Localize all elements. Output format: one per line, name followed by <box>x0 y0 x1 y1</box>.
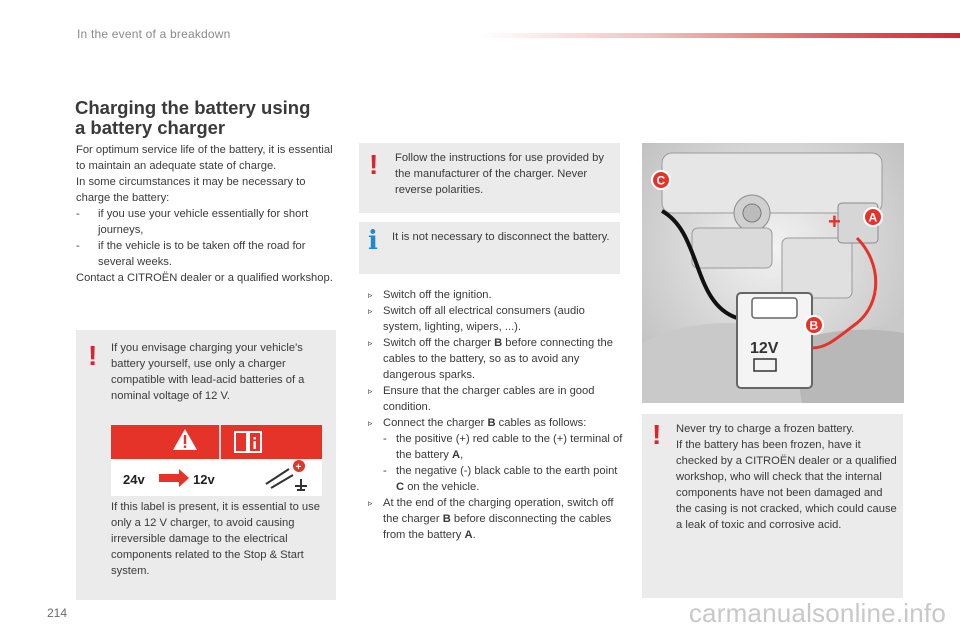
intro-paragraph-2: In some circumstances it may be necessary to charge the battery: <box>76 176 306 204</box>
intro-bullet <box>76 206 338 238</box>
charger-voltage: 12V <box>750 340 779 357</box>
warning-frozen-line-1: Never try to charge a frozen battery. <box>676 423 855 435</box>
intro-text <box>76 142 338 286</box>
bullet-arrow-icon: ▹ <box>368 418 373 428</box>
info-icon: i <box>368 226 378 256</box>
clamp-icon <box>266 460 307 491</box>
step-item <box>368 415 624 495</box>
dash-icon: - <box>76 240 80 252</box>
page-number: 214 <box>47 606 68 620</box>
label-note-text: If this label is present, it is essential to use only a 12 V charger, to avoid causing irreversible damage to the electrical components related to the Stop & Start system. <box>111 501 320 577</box>
step-item <box>368 383 624 415</box>
step-text: Connect the charger B cables as follows: - the positive (+) red cable to the (+) terminal of the battery A, - the negative (-) black cable to the earth point C on the vehicle. <box>383 417 623 493</box>
svg-text:+: + <box>295 462 302 473</box>
title-line-1: Charging the battery using <box>75 97 311 118</box>
plus-sign: + <box>828 209 841 234</box>
label-a <box>864 208 882 226</box>
page-title <box>75 98 345 138</box>
intro-paragraph-1: For optimum service life of the battery, it is essential to maintain an adequate state of charge. <box>76 144 333 172</box>
dash-icon: - <box>76 208 80 220</box>
to-voltage: 12v <box>193 472 215 487</box>
intro-bullet-text: if the vehicle is to be taken off the road for several weeks. <box>98 240 306 268</box>
label-b <box>805 316 823 334</box>
warning-text-frozen <box>676 421 901 533</box>
section-title: In the event of a breakdown <box>77 27 231 41</box>
label-c <box>652 171 670 189</box>
step-item <box>368 287 624 303</box>
warning-text-polarities: Follow the instructions for use provided by the manufacturer of the charger. Never reverse polarities. <box>395 152 604 196</box>
manual-info-icon <box>235 432 261 452</box>
sub-step: - the positive (+) red cable to the (+) terminal of the battery A, <box>383 433 623 461</box>
step-text: Ensure that the charger cables are in good condition. <box>383 385 595 413</box>
step-text: At the end of the charging operation, switch off the charger B before disconnecting the cables from the battery A. <box>383 497 614 541</box>
exclamation-icon: ! <box>369 149 379 180</box>
bullet-arrow-icon: ▹ <box>368 386 373 396</box>
from-voltage: 24v <box>123 472 145 487</box>
step-text: Switch off the charger B before connecting the cables to the battery, so as to avoid any dangerous sparks. <box>383 337 613 381</box>
label-red-band <box>111 425 322 459</box>
step-item <box>368 335 624 383</box>
bullet-arrow-icon: ▹ <box>368 498 373 508</box>
engine-bay-illustration <box>642 143 904 403</box>
svg-text:B: B <box>809 318 819 333</box>
intro-bullet-text: if you use your vehicle essentially for short journeys, <box>98 208 309 236</box>
watermark: carmanualsonline.info <box>688 598 946 628</box>
intro-bullet <box>76 238 338 270</box>
intro-paragraph-3: Contact a CITROËN dealer or a qualified workshop. <box>76 272 333 284</box>
exclamation-icon: ! <box>88 340 98 371</box>
arrow-right-icon <box>159 469 189 487</box>
warning-triangle-icon <box>173 429 197 450</box>
charging-steps <box>368 287 624 543</box>
bullet-arrow-icon: ▹ <box>368 290 373 300</box>
info-text: It is not necessary to disconnect the battery. <box>392 231 610 243</box>
step-item <box>368 495 624 543</box>
step-text: Switch off the ignition. <box>383 289 492 301</box>
exclamation-icon: ! <box>652 419 662 450</box>
svg-text:C: C <box>656 173 666 188</box>
sub-step: - the negative (-) black cable to the earth point C on the vehicle. <box>383 465 618 493</box>
header-accent-bar <box>480 33 960 38</box>
step-item <box>368 303 624 335</box>
warning-frozen-line-2: If the battery has been frozen, have it checked by a CITROËN dealer or a qualified workshop, who will check that the internal components have not been damaged and the casing is not cracked, which could cause a leak of toxic and corrosive acid. <box>676 439 897 531</box>
svg-text:A: A <box>868 210 878 225</box>
bullet-arrow-icon: ▹ <box>368 338 373 348</box>
bullet-arrow-icon: ▹ <box>368 306 373 316</box>
step-text: Switch off all electrical consumers (audio system, lighting, wipers, ...). <box>383 305 585 333</box>
stop-start-label-image <box>111 425 322 496</box>
warning-text-charger: If you envisage charging your vehicle's battery yourself, use only a charger compatible with lead-acid batteries of a nominal voltage of 12 V. <box>111 342 305 402</box>
title-line-2: a battery charger <box>75 117 226 138</box>
